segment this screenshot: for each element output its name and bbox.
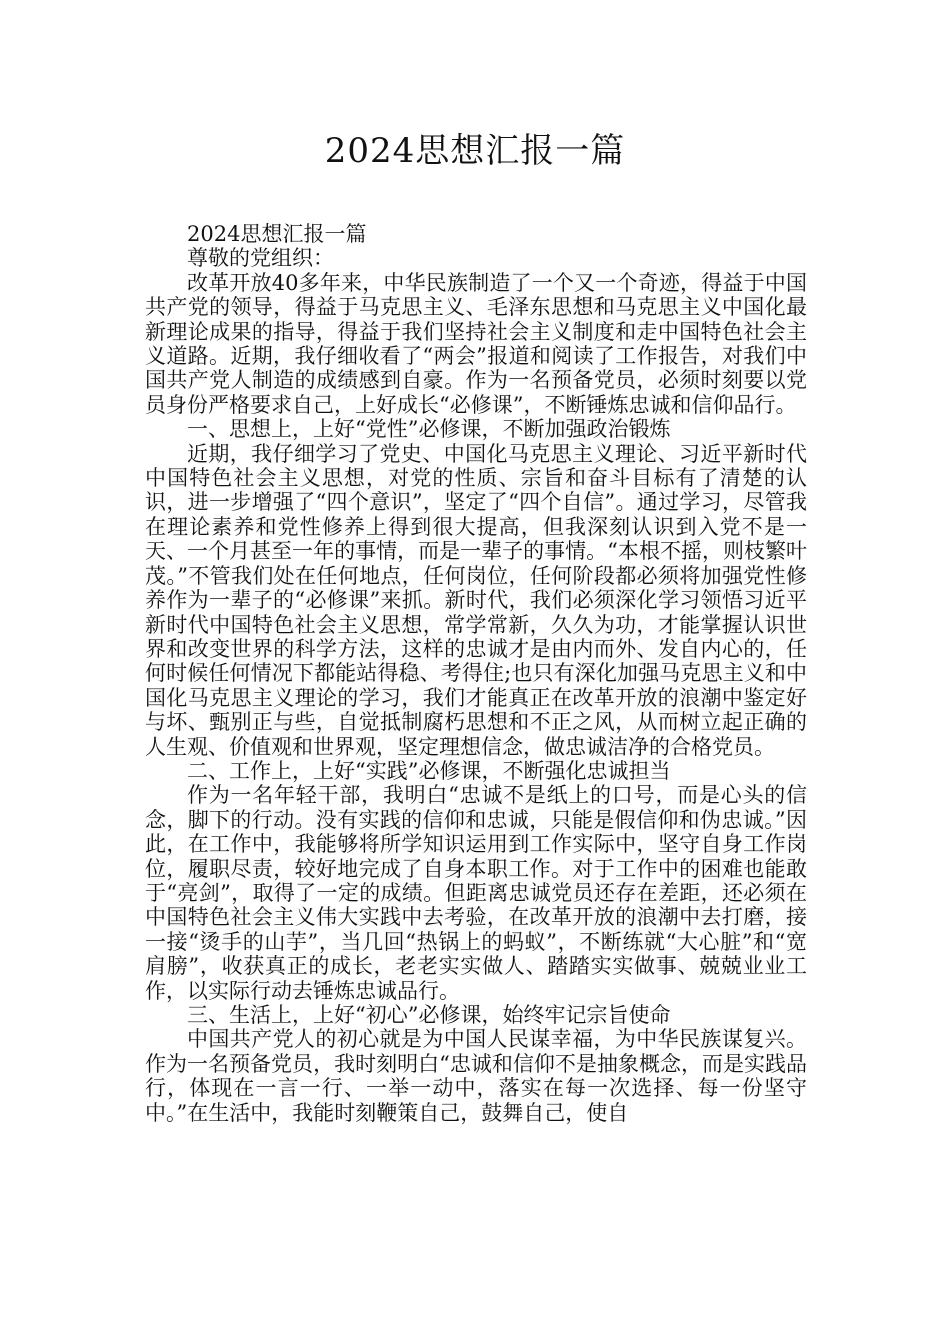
paragraph-section-3: 中国共产党人的初心就是为中国人民谋幸福，为中华民族谋复兴。作为一名预备党员，我时刻明白“忠诚和信仰不是抽象概念，而是实践品行，体现在一言一行、一举一动中，落实在每一次选择、每一份坚守中。”在生活中，我能时刻鞭策自己，鼓舞自己，使自 [145,1027,807,1125]
paragraph-salutation: 尊敬的党组织： [187,246,334,271]
section-heading-1: 一、思想上，上好“党性”必修课，不断加强政治锻炼 [187,417,671,442]
document-title: 2024思想汇报一篇 [324,131,626,171]
section-heading-2: 二、工作上，上好“实践”必修课，不断强化忠诚担当 [187,758,671,783]
paragraph-section-1: 近期，我仔细学习了党史、中国化马克思主义理论、习近平新时代中国特色社会主义思想，对党的性质、宗旨和奋斗目标有了清楚的认识，进一步增强了“四个意识”，坚定了“四个自信”。通过学习，尽管我在理论素养和党性修养上得到很大提高，但我深刻认识到入党不是一天、一个月甚至一年的事情，而是一辈子的事情。“本根不摇，则枝繁叶茂。”不管我们处在任何地点，任何岗位，任何阶段都必须将加强党性修养作为一辈子的“必修课”来抓。新时代，我们必须深化学习领悟习近平新时代中国特色社会主义思想，常学常新，久久为功，才能掌握认识世界和改变世界的科学方法，这样的忠诚才是由内而外、发自内心的，任何时候任何情况下都能站得稳、考得住;也只有深化加强马克思主义和中国化马克思主义理论的学习，我们才能真正在改革开放的浪潮中鉴定好与坏、甄别正与些，自觉抵制腐朽思想和不正之风，从而树立起正确的人生观、价值观和世界观，坚定理想信念，做忠诚洁净的合格党员。 [145,441,807,759]
paragraph-heading-repeat: 2024思想汇报一篇 [187,222,367,246]
paragraph-intro: 改革开放40多年来，中华民族制造了一个又一个奇迹，得益于中国共产党的领导，得益于马克思主义、毛泽东思想和马克思主义中国化最新理论成果的指导，得益于我们坚持社会主义制度和走中国特色社会主义道路。近期，我仔细收看了“两会”报道和阅读了工作报告，对我们中国共产党人制造的成绩感到自豪。作为一名预备党员，必须时刻要以党员身份严格要求自己，上好成长“必修课”，不断锤炼忠诚和信仰品行。 [145,270,807,417]
section-heading-3: 三、生活上，上好“初心”必修课，始终牢记宗旨使命 [187,1003,671,1027]
document-body [145,222,807,1125]
paragraph-section-2: 作为一名年轻干部，我明白“忠诚不是纸上的口号，而是心头的信念，脚下的行动。没有实践的信仰和忠诚，只能是假信仰和伪忠诚。”因此，在工作中，我能够将所学知识运用到工作实际中，坚守自身工作岗位，履职尽责，较好地完成了自身本职工作。对于工作中的困难也能敢于“亮剑”，取得了一定的成绩。但距离忠诚党员还存在差距，还必须在中国特色社会主义伟大实践中去考验，在改革开放的浪潮中去打磨，接一接“烫手的山芋”，当几回“热锅上的蚂蚁”，不断练就“大心脏”和“宽肩膀”，收获真正的成长，老老实实做人、踏踏实实做事、兢兢业业工作，以实际行动去锤炼忠诚品行。 [145,783,807,1003]
